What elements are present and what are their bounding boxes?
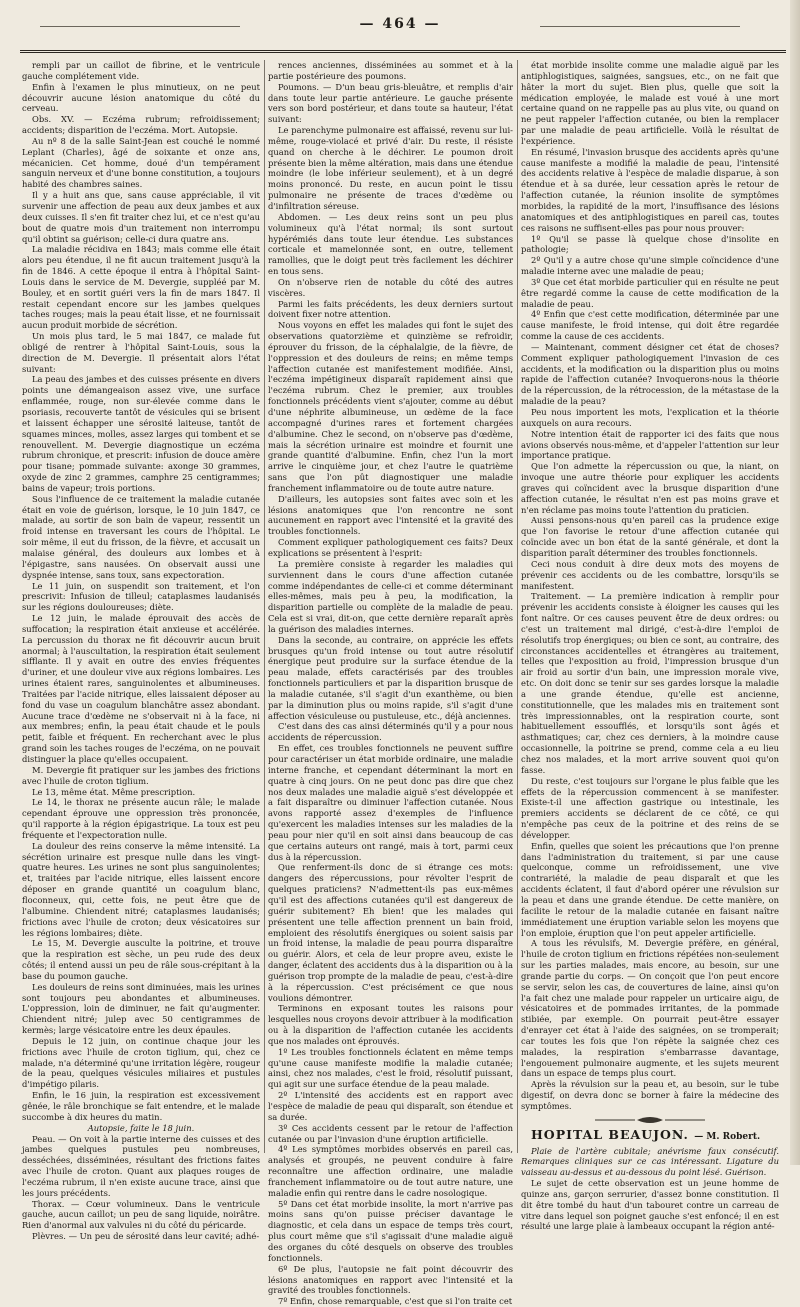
paragraph: La peau des jambes et des cuisses présente en divers points une démangeaison assez vive, une surface enflammée, rouge, non sur-élevée comme dans le psoriasis, recouverte tantôt de vésicules qui se brisent et laissent échapper une sérosité laiteuse, tantôt de squames minces, molles, assez larges qui tombent et se renouvellent. M. Devergie diagnostique un eczéma rubrum chronique, et prescrit: infusion de douce amère pour tisane; pommade suivante: axonge 30 grammes, oxyde de zinc 2 grammes, camphre 25 centigrammes; bains de vapeur; trois portions. bbox=[22, 374, 260, 493]
column-3-article bbox=[521, 1146, 779, 1233]
paragraph: C'est dans des cas ainsi déterminés qu'il y a pour nous accidents de répercussion. bbox=[268, 721, 513, 743]
paragraph: 7º Enfin, chose remarquable, c'est que si l'on traite cet bbox=[278, 1296, 513, 1307]
paragraph: Peau. — On voit à la partie interne des cuisses et des jambes quelques pustules peu nombreuses, desséchées, disséminées, résultant des frictions faites avec l'huile de croton. Quant aux plaques rouges de l'eczéma rubrum, il n'en existe aucune trace, ainsi que les jours précédents. bbox=[22, 1133, 260, 1198]
paragraph: Enfin à l'examen le plus minutieux, on ne peut découvrir aucune lésion anatomique du côté du cerveau. bbox=[22, 81, 260, 114]
paragraph: Le sujet de cette observation est un jeune homme de quinze ans, garçon serrurier, d'assez bonne constitution. Il dit être tombé du haut d'un tabouret contre un carreau de vitre dans lequel son poignet gauche s'est enfoncé; il en est résulté une large plaie à lambeaux occupant la région anté- bbox=[521, 1178, 779, 1232]
paragraph: 6º De plus, l'autopsie ne fait point découvrir des lésions anatomiques en rapport avec l'intensité et la gravité des troubles fonctionnels. bbox=[268, 1263, 513, 1296]
paragraph: 4º Les symptômes morbides observés en pareil cas, analysés et groupés, ne peuvent conduire à faire reconnaître une affection ordinaire, une maladie franchement inflammatoire ou de tout autre nature, une maladie enfin qui rentre dans le cadre nosologique. bbox=[268, 1144, 513, 1198]
paragraph: Les douleurs de reins sont diminuées, mais les urines sont toujours peu abondantes et albumineuses. L'oppression, loin de diminuer, ne fait qu'augmenter. Chiendent nitré; julep avec 50 centigrammes de kermès; large vésicatoire entre les deux épaules. bbox=[22, 981, 260, 1036]
header-double-rule bbox=[20, 50, 786, 53]
paragraph: La douleur des reins conserve la même intensité. La sécrétion urinaire est presque nulle dans les vingt-quatre heures. Les urines ne sont plus sanguinolentes; et, traitées par l'acide nitrique, elles laissent encore déposer en grande quantité un coagulum blanc, floconneux, qui, cette fois, ne peut être que de l'albumine. Chiendent nitré; cataplasmes laudanisés; frictions avec l'huile de croton; deux vésicatoires sur les régions lombaires; diète. bbox=[22, 840, 260, 938]
hospital-author: — M. Robert. bbox=[694, 1131, 761, 1142]
paragraph: Le 12 juin, le malade éprouvait des accès de suffocation; la respiration était anxieuse et accélérée. La percussion du thorax ne fit découvrir aucun bruit anormal; à l'auscultation, la respiration était seulement sifflante. Il y avait en outre des envies fréquentes d'uriner, et une douleur vive aux régions lombaires. Les urines étaient rares, sanguinolentes et albumineuses. Traitées par l'acide nitrique, elles laissaient déposer au fond du vase un coagulum blanchâtre assez abondant. Aucune trace d'œdème ne s'observait ni à la face, ni aux membres; enfin, la peau était chaude et le pouls petit, faible et fréquent. En recherchant avec le plus grand soin les taches rouges de l'eczéma, on ne pouvait distinguer la place qu'elles occupaient. bbox=[22, 613, 260, 764]
paragraph: état morbide insolite comme une maladie aiguë par les antiphlogistiques, saignées, sangsues, etc., on ne fait que hâter la mort du sujet. Bien plus, quelle que soit la médication employée, le malade est voué à une mort certaine quand on ne rappelle pas au plus vite, ou quand on ne peut rappeler l'affection cutanée, ou bien la remplacer par une maladie de peau artificielle. Voilà le résultat de l'expérience. bbox=[521, 60, 779, 146]
paragraph: — Maintenant, comment désigner cet état de choses? Comment expliquer pathologiquement l'invasion de ces accidents, et la modification ou la disparition plus ou moins rapide de l'affection cutanée? Invoquerons-nous la théorie de la répercussion, de la rétrocession, de la métastase de la maladie de la peau? bbox=[521, 341, 779, 407]
paragraph: Ceci nous conduit à dire deux mots des moyens de prévenir ces accidents ou de les combattre, lorsqu'ils se manifestent. bbox=[521, 558, 779, 591]
paragraph: En effet, ces troubles fonctionnels ne peuvent suffire pour caractériser un état morbide ordinaire, une maladie interne franche, et cependant déterminant la mort en quatre à cinq jours. On ne peut donc pas dire que chez nos deux malades une maladie aiguë s'est développée et a fait disparaître ou diminuer l'affection cutanée. Nous avons rapporté assez d'exemples de l'influence qu'exercent les maladies intenses sur les maladies de la peau pour nier qu'il en soit ainsi dans beaucoup de cas que certains auteurs ont rangé, mais à tort, parmi ceux dus à la répercussion. bbox=[268, 743, 513, 862]
paragraph: Autopsie, faite le 18 juin. bbox=[87, 1122, 195, 1133]
paragraph: La maladie récidiva en 1843; mais comme elle était alors peu étendue, il ne fit aucun traitement jusqu'à la fin de 1846. A cette époque il entra à l'hôpital Saint-Louis dans le service de M. Devergie, suppléé par M. Bouley, et en sortit guéri vers la fin de mars 1847. Il restait cependant encore sur les jambes quelques taches rouges; mais la peau était lisse, et ne fournissait aucun produit morbide de sécrétion. bbox=[22, 244, 260, 331]
paragraph: Traitement. — La première indication à remplir pour prévenir les accidents consiste à éloigner les causes qui les font naître. Or ces causes peuvent être de deux ordres: ou c'est un traitement mal dirigé, c'est-à-dire l'emploi de résolutifs trop énergiques; ou bien ce sont, au contraire, des circonstances accidentelles et étrangères au traitement, telles que l'exposition au froid, l'impression brusque d'un air froid au sortir d'un bain, une impression morale vive, etc. On doit donc se tenir sur ses gardes lorsque la maladie a une grande étendue, qu'elle est ancienne, constitutionnelle, que les malades mis en traitement sont très impressionnables, ont la respiration courte, sont habituellement essoufflés, et lorsqu'ils sont âgés et asthmatiques; car, chez ces derniers, à la moindre cause occasionnelle, la poitrine se prend, comme cela a eu lieu chez nos malades, et la mort arrive souvent quoi qu'on fasse. bbox=[521, 591, 779, 775]
paragraph: La première consiste à regarder les maladies qui surviennent dans le cours d'une affection cutanée comme indépendantes de celle-ci et comme déterminant elles-mêmes, mais peu à peu, la modification, la disparition partielle ou complète de la maladie de peau. Cela est si vrai, dit-on, que cette dernière reparaît après la guérison des maladies internes. bbox=[268, 558, 513, 634]
paragraph: Comment expliquer pathologiquement ces faits? Deux explications se présentent à l'esprit: bbox=[268, 537, 513, 558]
paragraph: Le 15, M. Devergie ausculte la poitrine, et trouve que la respiration est sèche, un peu rude des deux côtés; il entend aussi un peu de râle sous-crépitant à la base du poumon gauche. bbox=[22, 938, 260, 981]
paragraph: Le 14, le thorax ne présente aucun râle; le malade cependant éprouve une oppression très prononcée, qu'il rapporte à la région épigastrique. La toux est peu fréquente et l'expectoration nulle. bbox=[22, 797, 260, 840]
paragraph: 4º Enfin que c'est cette modification, déterminée par une cause manifeste, le froid intense, qui doit être regardée comme la cause de ces accidents. bbox=[521, 309, 779, 342]
paragraph: rences anciennes, disséminées au sommet et à la partie postérieure des poumons. bbox=[268, 60, 513, 81]
paragraph: M. Devergie fit pratiquer sur les jambes des frictions avec l'huile de croton tiglium. bbox=[22, 764, 260, 786]
paragraph: Le 13, même état. Même prescription. bbox=[32, 786, 196, 797]
paragraph: Obs. XV. — Eczéma rubrum; refroidissement; accidents; disparition de l'eczéma. Mort. Autopsie. bbox=[22, 114, 260, 136]
paragraph: Il y a huit ans que, sans cause appréciable, il vit survenir une affection de peau aux deux jambes et aux deux cuisses. Il s'en fit traiter chez lui, et ce n'est qu'au bout de quatre mois d'un traitement non interrompu qu'il obtint sa guérison; celle-ci dura quatre ans. bbox=[22, 190, 260, 244]
paragraph: Plaie de l'artère cubitale; anévrisme faux consécutif. Remarques cliniques sur ce cas intéressant. Ligature du vaisseau au-dessus et au-dessous du point lésé. Guérison. bbox=[521, 1145, 779, 1178]
page-number: — 464 — bbox=[359, 16, 441, 32]
paragraph: Terminons en exposant toutes les raisons pour lesquelles nous croyons devoir attribuer à la modification ou à la disparition de l'affection cutanée les accidents que nos malades ont éprouvés. bbox=[268, 1003, 513, 1046]
paragraph: Que l'on admette la répercussion ou que, la niant, on invoque une autre théorie pour expliquer les accidents graves qui coïncident avec la brusque disparition d'une affection cutanée, le résultat n'en est pas moins grave et n'en réclame pas moins toute l'attention du praticien. bbox=[521, 461, 779, 515]
paragraph: Abdomen. — Les deux reins sont un peu plus volumineux qu'à l'état normal; ils sont surtout hypérémiés dans toute leur étendue. Les substances corticale et mamelonnée sont, en outre, tellement ramollies, que le doigt peut très facilement les déchirer en tous sens. bbox=[268, 211, 513, 277]
paragraph: rempli par un caillot de fibrine, et le ventricule gauche complétement vide. bbox=[22, 60, 260, 81]
paragraph: Parmi les faits précédents, les deux derniers surtout doivent fixer notre attention. bbox=[268, 298, 513, 320]
paragraph: 2º Qu'il y a autre chose qu'une simple coïncidence d'une maladie interne avec une maladie de peau; bbox=[521, 255, 779, 277]
paragraph: Enfin, le 16 juin, la respiration est excessivement gênée, le râle bronchique se fait entendre, et le malade succombe à dix heures du matin. bbox=[22, 1090, 260, 1122]
paragraph: Depuis le 12 juin, on continue chaque jour les frictions avec l'huile de croton tiglium, qui, chez ce malade, n'a déterminé qu'une irritation légère, rougeur de la peau, quelques vésicules miliaires et pustules d'impétigo pilaris. bbox=[22, 1035, 260, 1090]
paragraph: Enfin, quelles que soient les précautions que l'on prenne dans l'administration du traitement, si par une cause quelconque, comme un refroidissement, une vive contrariété, la maladie de peau disparaît et que les accidents éclatent, il faut d'abord opérer une révulsion sur la peau et dans une grande étendue. De cette manière, on facilite le retour de la maladie cutanée en faisant naître immédiatement une éruption variable selon les moyens que l'on emploie, éruption que l'on peut appeler artificielle. bbox=[521, 840, 779, 938]
paragraph: En résumé, l'invasion brusque des accidents après qu'une cause manifeste a modifié la maladie de peau, l'intensité des accidents relative à l'espèce de maladie disparue, à son étendue et à sa durée, leur cessation après le retour de l'affection cutanée, la réunion insolite de symptômes morbides, la rapidité de la mort, l'insuffisance des lésions anatomiques et des antiphlogistiques en pareil cas, toutes ces raisons ne suffisent-elles pas pour nous prouver: bbox=[521, 146, 779, 233]
paragraph: Plèvres. — Un peu de sérosité dans leur cavité; adhé- bbox=[32, 1231, 260, 1242]
column-divider bbox=[517, 60, 518, 1153]
hospital-heading bbox=[531, 1126, 779, 1143]
paragraph: Dans la seconde, au contraire, on apprécie les effets brusques qu'un froid intense ou tout autre résolutif énergique peut produire sur la surface étendue de la peau malade, effets caractérisés par des troubles fonctionnels particuliers et par la disparition brusque de la maladie cutanée, s'il s'agit d'un exanthème, ou bien par la diminution plus ou moins rapide, s'il s'agit d'une affection vésiculeuse ou pustuleuse, etc., déjà anciennes. bbox=[268, 634, 513, 721]
paragraph: Nous voyons en effet les malades qui font le sujet des observations quatorzième et quinzième se refroidir, éprouver du frisson, de la céphalalgie, de la fièvre, de l'oppression et des douleurs de reins; en même temps l'affection cutanée est manifestement modifiée. Ainsi, l'eczéma impétigineux disparaît rapidement ainsi que l'eczéma rubrum. Chez le premier, aux troubles fonctionnels précédents vient s'ajouter, comme au début d'une néphrite albumineuse, un œdème de la face accompagné d'urines rares et fortement chargées d'albumine. Chez le second, on n'observe pas d'œdème, mais la sécrétion urinaire est moindre et fournit une grande quantité d'albumine. Enfin, chez l'un la mort arrive le cinquième jour, et chez l'autre le quatrième sans que l'on pût diagnostiquer une maladie franchement inflammatoire ou de toute autre nature. bbox=[268, 320, 513, 493]
text-column-3 bbox=[521, 60, 779, 1232]
paragraph: 1º Les troubles fonctionnels éclatent en même temps qu'une cause manifeste modifie la maladie cutanée; ainsi, chez nos malades, c'est le froid, résolutif puissant, qui agit sur une surface étendue de la peau malade. bbox=[268, 1046, 513, 1090]
paragraph: Que renferment-ils donc de si étrange ces mots: dangers des répercussions, pour révolter l'esprit de quelques praticiens? N'admettent-ils pas eux-mêmes qu'il est des affections cutanées qu'il est dangereux de guérir subitement? Eh bien! que les malades qui présentent une telle affection prennent un bain froid, emploient des résolutifs énergiques ou soient saisis par un froid intense, la maladie de peau pourra disparaître ou guérir. Alors, et cela de leur propre aveu, existe le danger, éclatent des accidents dus à la disparition ou à la guérison trop prompte de la maladie de peau, c'est-à-dire à la répercussion. C'est précisément ce que nous voulions démontrer. bbox=[268, 862, 513, 1003]
paragraph: Notre intention était de rapporter ici des faits que nous avions observés nous-même, et d'appeler l'attention sur leur importance pratique. bbox=[521, 428, 779, 461]
paragraph: 3º Ces accidents cessent par le retour de l'affection cutanée ou par l'invasion d'une éruption artificielle. bbox=[268, 1122, 513, 1144]
paragraph: Aussi pensons-nous qu'en pareil cas la prudence exige que l'on favorise le retour d'une affection cutanée qui coïncide avec un bon état de la santé générale, et dont la disparition paraît déterminer des troubles fonctionnels. bbox=[521, 515, 779, 558]
paragraph: 5º Dans cet état morbide insolite, la mort n'arrive pas moins sans qu'on puisse préciser davantage le diagnostic, et cela dans un espace de temps très court, plus court même que s'il s'agissait d'une maladie aiguë des organes du côté desquels on observe des troubles fonctionnels. bbox=[268, 1198, 513, 1263]
paragraph: Le 11 juin, on suspendit son traitement, et l'on prescrivit: Infusion de tilleul; cataplasmes laudanisés sur les régions douloureuses; diète. bbox=[22, 580, 260, 613]
text-column-1 bbox=[22, 60, 260, 1242]
header-rule-right bbox=[540, 26, 740, 27]
paragraph: 2º L'intensité des accidents est en rapport avec l'espèce de maladie de peau qui disparaît, son étendue et sa durée. bbox=[268, 1090, 513, 1122]
page-header bbox=[0, 6, 800, 46]
binding-edge bbox=[790, 0, 800, 1165]
paragraph: 1º Qu'il se passe là quelque chose d'insolite en pathologie; bbox=[521, 233, 779, 255]
paragraph: Thorax. — Cœur volumineux. Dans le ventricule gauche, aucun caillot; un peu de sang liquide, noirâtre. Rien d'anormal aux valvules ni du côté du péricarde. bbox=[22, 1198, 260, 1231]
paragraph: Le parenchyme pulmonaire est affaissé, revenu sur lui-même, rouge-violacé et privé d'air. Du reste, il résiste quand on cherche à le déchirer. Le poumon droit présente bien la même altération, mais dans une étendue moindre (le lobe inférieur seulement), et à un degré moins prononcé. Du reste, en aucun point le tissu pulmonaire ne présente de traces d'œdème ou d'infiltration séreuse. bbox=[268, 125, 513, 211]
paragraph: Après la révulsion sur la peau et, au besoin, sur le tube digestif, on devra donc se borner à faire la médecine des symptômes. bbox=[521, 1079, 779, 1111]
paragraph: Peu nous importent les mots, l'explication et la théorie auxquels on aura recours. bbox=[521, 407, 779, 428]
hospital-name: HOPITAL BEAUJON. bbox=[531, 1126, 689, 1142]
paragraph: A tous les révulsifs, M. Devergie préfère, en général, l'huile de croton tiglium en frictions répétées non-seulement sur les parties malades, mais encore, au besoin, sur une grande partie du corps. — On conçoit que l'on peut encore se servir, selon les cas, de couvertures de laine, ainsi qu'on l'a fait chez une malade pour rappeler un urticaire aigu, de vésicatoires et de pommades irritantes, de la pommade stibiée, par exemple. On pourrait peut-être essayer d'enrayer cet état à l'aide des saignées, on se tromperait; car toutes les fois que l'on répète la saignée chez ces malades, la respiration s'embarrasse davantage, l'engouement pulmonaire augmente, et les sujets meurent dans un espace de temps plus court. bbox=[521, 938, 779, 1079]
paragraph: Du reste, c'est toujours sur l'organe le plus faible que les effets de la répercussion commencent à se manifester. Existe-t-il une affection gastrique ou intestinale, les premiers accidents se déclarent de ce côté, ce qui n'empêche pas ceux de la poitrine et des reins de se développer. bbox=[521, 775, 779, 840]
column-3-text bbox=[521, 60, 779, 1112]
ornament-rule-icon bbox=[595, 1116, 705, 1124]
column-divider bbox=[264, 60, 265, 1153]
paragraph: D'ailleurs, les autopsies sont faites avec soin et les lésions anatomiques que l'on rencontre ne sont aucunement en rapport avec l'intensité et la gravité des troubles fonctionnels. bbox=[268, 493, 513, 537]
paragraph: Au nº 8 de la salle Saint-Jean est couché le nommé Leplant (Charles), âgé de soixante et onze ans, mécanicien. Cet homme, doué d'un tempérament sanguin nerveux et d'une bonne constitution, a toujours habité des chambres saines. bbox=[22, 135, 260, 190]
paragraph: Un mois plus tard, le 5 mai 1847, ce malade fut obligé de rentrer à l'hôpital Saint-Louis, sous la direction de M. Devergie. Il présentait alors l'état suivant: bbox=[22, 331, 260, 374]
text-column-2 bbox=[268, 60, 513, 1307]
paragraph: Sous l'influence de ce traitement la maladie cutanée était en voie de guérison, lorsque, le 10 juin 1847, ce malade, au sortir de son bain de vapeur, ressentit un froid intense en traversant les cours de l'hôpital. Le soir même, il eut du frisson, de la fièvre, et accusait un malaise général, des douleurs aux lombes et à l'épigastre, sans nausées. On observait aussi une dyspnée intense, sans toux, sans expectoration. bbox=[22, 493, 260, 580]
paragraph: Poumons. — D'un beau gris-bleuâtre, et remplis d'air dans toute leur partie antérieure. Le gauche présente vers son bord postérieur, et dans toute sa hauteur, l'état suivant: bbox=[268, 81, 513, 125]
paragraph: 3º Que cet état morbide particulier qui en résulte ne peut être regardé comme la cause de cette modification de la maladie de peau. bbox=[521, 276, 779, 309]
paragraph: On n'observe rien de notable du côté des autres viscères. bbox=[268, 276, 513, 298]
